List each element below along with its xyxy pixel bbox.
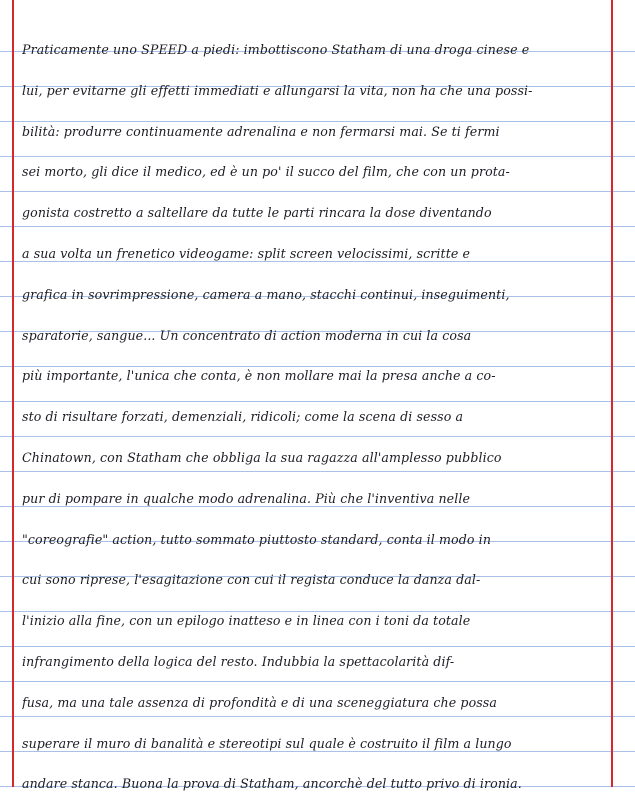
text-line: andare stanca. Buona la prova di Statham, ancorchè del tutto privo di ironia. (22, 776, 522, 792)
text-line: "coreografie" action, tutto sommato piuttosto standard, conta il modo in (22, 531, 492, 547)
text-line: sparatorie, sangue... Un concentrato di action moderna in cui la cosa (22, 327, 472, 343)
text-line: a sua volta un frenetico videogame: split screen velocissimi, scritte e (22, 245, 471, 261)
text-line: infrangimento della logica del resto. Indubbia la spettacolarità dif- (22, 653, 455, 669)
text-line: fusa, ma una tale assenza di profondità e di una sceneggiatura che possa (22, 694, 497, 710)
text-line: sei morto, gli dice il medico, ed è un po' il succo del film, che con un prota- (22, 164, 510, 180)
handwritten-text (22, 30, 608, 805)
text-line: lui, per evitarne gli effetti immediati e allungarsi la vita, non ha che una possi- (22, 82, 533, 98)
text-line: sto di risultare forzati, demenziali, ridicoli; come la scena di sesso a (22, 409, 464, 425)
text-line: cui sono riprese, l'esagitazione con cui il regista conduce la danza dal- (22, 572, 481, 588)
text-line: Chinatown, con Statham che obbliga la sua ragazza all'amplesso pubblico (22, 449, 502, 465)
text-line: Praticamente uno SPEED a piedi: imbottiscono Statham di una droga cinese e (22, 42, 530, 57)
left-margin-line (12, 0, 14, 787)
text-line: bilità: produrre continuamente adrenalina e non fermarsi mai. Se ti fermi (22, 123, 500, 139)
text-line: più importante, l'unica che conta, è non mollare mai la presa anche a co- (22, 368, 496, 384)
right-margin-line (611, 0, 613, 787)
text-line: grafica in sovrimpressione, camera a mano, stacchi continui, inseguimenti, (22, 286, 510, 302)
text-line: gonista costretto a saltellare da tutte le parti rincara la dose diventando (22, 205, 492, 221)
text-line: superare il muro di banalità e stereotipi sul quale è costruito il film a lungo (22, 735, 512, 751)
text-line: l'inizio alla fine, con un epilogo inatteso e in linea con i toni da totale (22, 613, 471, 629)
text-line: pur di pompare in qualche modo adrenalina. Più che l'inventiva nelle (22, 490, 471, 506)
